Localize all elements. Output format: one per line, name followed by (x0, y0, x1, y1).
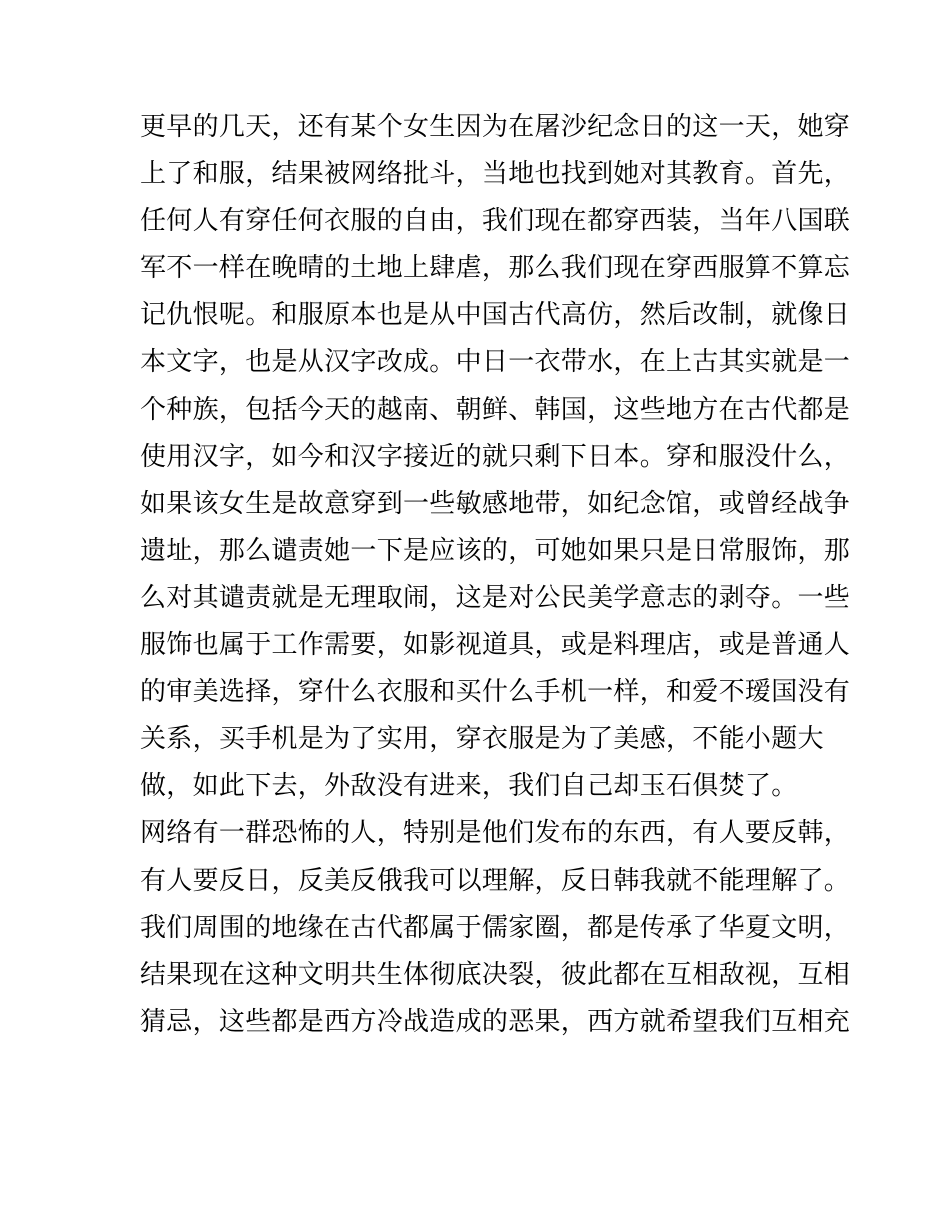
text-line: 上了和服，结果被网络批斗，当地也找到她对其教育。首先， (140, 159, 851, 190)
text-line: 么对其谴责就是无理取闹，这是对公民美学意志的剥夺。一些 (140, 582, 851, 613)
text-line: 我们周围的地缘在古代都属于儒家圈，都是传承了华夏文明， (140, 912, 851, 943)
text-line: 关系，买手机是为了实用，穿衣服是为了美感，不能小题大 (140, 724, 824, 755)
text-line: 记仇恨呢。和服原本也是从中国古代高仿，然后改制，就像日 (140, 300, 851, 331)
text-line: 使用汉字，如今和汉字接近的就只剩下日本。穿和服没什么， (140, 441, 851, 472)
text-line: 服饰也属于工作需要，如影视道具，或是料理店，或是普通人 (140, 630, 851, 661)
text-line: 如果该女生是故意穿到一些敏感地带，如纪念馆，或曾经战争 (140, 488, 851, 519)
text-line: 做，如此下去，外敌没有进来，我们自己却玉石俱焚了。 (140, 771, 798, 802)
text-line: 更早的几天，还有某个女生因为在屠沙纪念日的这一天，她穿 (140, 112, 851, 142)
text-line: 结果现在这种文明共生体彻底决裂，彼此都在互相敌视，互相 (140, 959, 851, 990)
text-line: 有人要反日，反美反俄我可以理解，反日韩我就不能理解了。 (140, 865, 851, 896)
text-line: 本文字，也是从汉字改成。中日一衣带水，在上古其实就是一 (140, 347, 851, 378)
text-line: 猜忌，这些都是西方冷战造成的恶果，西方就希望我们互相充 (140, 1006, 851, 1037)
text-line: 遗址，那么谴责她一下是应该的，可她如果只是日常服饰，那 (140, 535, 851, 566)
text-line: 任何人有穿任何衣服的自由，我们现在都穿西装，当年八国联 (140, 206, 851, 237)
body-text (140, 104, 851, 1046)
text-line: 的审美选择，穿什么衣服和买什么手机一样，和爱不瑷国没有 (140, 677, 851, 708)
text-line: 网络有一群恐怖的人，特别是他们发布的东西，有人要反韩， (140, 818, 851, 849)
text-line: 军不一样在晚晴的土地上肆虐，那么我们现在穿西服算不算忘 (140, 253, 851, 284)
text-line: 个种族，包括今天的越南、朝鲜、韩国，这些地方在古代都是 (140, 394, 851, 425)
